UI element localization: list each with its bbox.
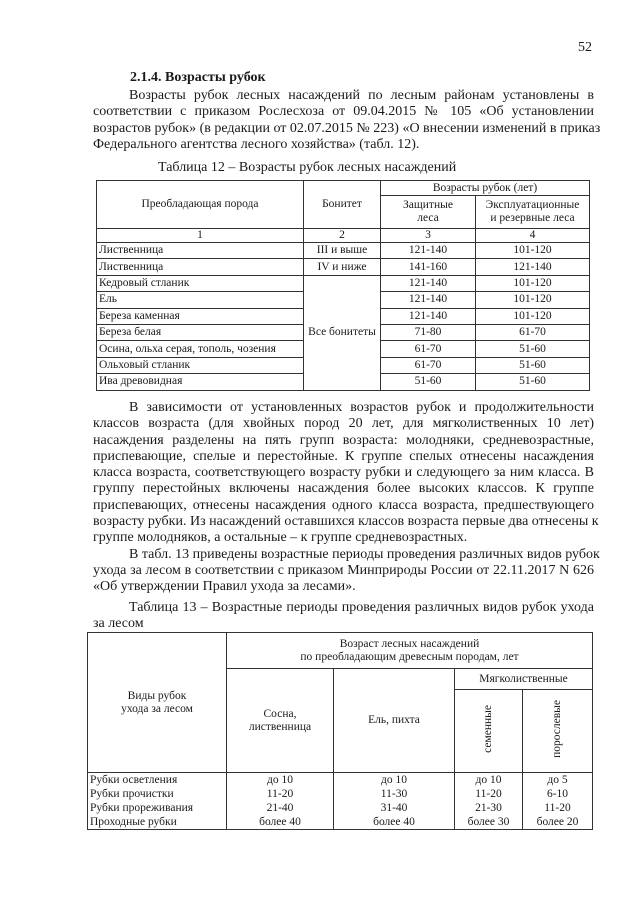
table-row: Рубки прореживания 21-40 31-40 21-30 11-20 [88, 801, 593, 815]
text-line: «Об утверждении Правил ухода за лесами». [93, 579, 356, 595]
text-line: группе молодняков, а остальные – к группе средневозрастных. [93, 530, 468, 546]
page-number: 52 [578, 40, 592, 55]
paragraph-1 [93, 88, 601, 153]
table-row: Береза белая 71-80 61-70 [97, 324, 590, 340]
header-bonitet: Бонитет [304, 181, 381, 229]
header-types: Виды рубок ухода за лесом [88, 633, 227, 773]
text-line: класса возраста, соответствующего возрасту рубки и следующего за ним класса. В [93, 465, 594, 481]
table-row: Лиственница III и выше 121-140 101-120 [97, 243, 590, 259]
text-line: возрастов рубок» (в редакции от 02.07.2015 № 223) «О внесении изменений в приказ [93, 120, 601, 136]
table-13 [87, 632, 593, 830]
header-spruce: Ель, пихта [334, 669, 455, 773]
text-line: соответствии с приказом Рослесхоза от 09.04.2015 № 105 «Об установлении [93, 104, 594, 120]
text-line: классов возраста (для хвойных пород 20 лет, для мягколиственных 10 лет) [93, 416, 594, 432]
text-line: Возрасты рубок лесных насаждений по лесным районам установлены в [129, 88, 594, 103]
table-row: Проходные рубки более 40 более 40 более 30 более 20 [88, 815, 593, 830]
paragraph-2 [93, 400, 600, 596]
table-row: Рубки осветления до 10 до 10 до 10 до 5 [88, 773, 593, 788]
table-12 [96, 180, 590, 391]
table-row: Осина, ольха серая, тополь, чозения 61-70 51-60 [97, 341, 590, 357]
header-ages: Возрасты рубок (лет) [381, 181, 590, 196]
text-line: ухода за лесом в соответствии с приказом Минприроды России от 22.11.2017 N 626 [93, 562, 594, 578]
table-row: Ива древовидная 51-60 51-60 [97, 374, 590, 390]
table-row: Ольховый стланик 61-70 51-60 [97, 357, 590, 373]
table-13-caption: Таблица 13 – Возрастные периоды проведения различных видов рубок ухода за лесом [93, 600, 594, 632]
header-coppice: порослевые [523, 690, 593, 773]
header-age: Возраст лесных насаждений по преобладающим древесным породам, лет [227, 633, 593, 669]
header-softwood: Мягколиственные [455, 669, 593, 690]
text-line: Федерального агентства лесного хозяйства» (табл. 12). [93, 136, 420, 152]
text-line: приспевающих, отнесены насаждения одного класса возраста, предшествующего [93, 497, 594, 513]
table-row: Рубки прочистки 11-20 11-30 11-20 6-10 [88, 787, 593, 801]
all-bonitets-cell: Все бонитеты [304, 275, 381, 390]
header-protective: Защитные леса [381, 196, 476, 229]
table-row: Береза каменная 121-140 101-120 [97, 308, 590, 324]
col-number: 3 [381, 229, 476, 243]
text-line: В табл. 13 приведены возрастные периоды проведения различных видов рубок [129, 546, 600, 562]
table-row: Ель 121-140 101-120 [97, 292, 590, 308]
text-line: группу перестойных включены насаждения более высоких классов. К группе [93, 481, 594, 497]
table-12-caption: Таблица 12 – Возрасты рубок лесных насаждений [158, 160, 457, 175]
text-line: возрасту рубки. Из насаждений оставшихся классов возраста первые два отнесены к [93, 514, 599, 530]
header-pine: Сосна, лиственница [227, 669, 334, 773]
col-number: 4 [476, 229, 590, 243]
table-row: Кедровый стланик Все бонитеты 121-140 101-120 [97, 275, 590, 291]
col-number: 2 [304, 229, 381, 243]
text-line: В зависимости от установленных возрастов рубок и продолжительности [129, 400, 594, 415]
col-number: 1 [97, 229, 304, 243]
text-line: приспевающие, спелые и перестойные. К группе спелых отнесены насаждения [93, 448, 594, 464]
header-seed: семенные [455, 690, 523, 773]
table-row: Лиственница IV и ниже 141-160 121-140 [97, 259, 590, 275]
header-exploitation: Эксплуатационные и резервные леса [476, 196, 590, 229]
header-species: Преобладающая порода [97, 181, 304, 229]
text-line: насаждения разделены на пять групп возраста: молодняки, средневозрастные, [93, 432, 594, 448]
section-heading: 2.1.4. Возрасты рубок [130, 70, 266, 85]
